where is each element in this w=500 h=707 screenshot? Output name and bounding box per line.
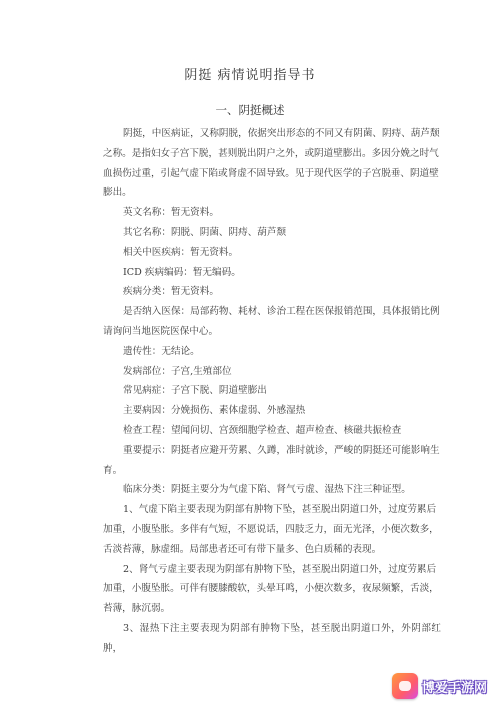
field-causes: 主要病因：分娩损伤、素体虚弱、外感湿热 <box>123 405 306 417</box>
intro-line: 之称。是指妇女子宫下脱，甚则脱出阴户之外，或阴道壁膨出。多因分娩之时气 <box>103 147 439 159</box>
document-body <box>103 124 441 659</box>
type1-line: 加重，小腹坠胀。多伴有气短，不愿说话，四肢乏力，面无光泽，小便次数多， <box>103 523 439 535</box>
field-site: 发病部位：子宫,生殖部位 <box>123 365 232 377</box>
field-examinations: 检查工程：望闻问切、宫颈细胞学检查、超声检查、核磁共振检查 <box>123 424 402 436</box>
notice-line: 重要提示：阴挺者应避开劳累、久蹲，准时就诊，严峻的阴挺还可能影响生 <box>123 444 440 456</box>
type3-line: 3、湿热下注主要表现为阴部有肿物下坠，甚至脱出阴道口外，外阴部红肿， <box>103 622 441 654</box>
type2-line: 苔薄，脉沉弱。 <box>103 603 171 615</box>
watermark-text: 博爱手游网 <box>422 680 488 696</box>
intro-line: 血损伤过重，引起气虚下陷或肾虚不固导致。见于现代医学的子宫脱垂、阴道壁 <box>103 167 439 179</box>
field-disease-category: 疾病分类：暂无资料。 <box>123 286 219 298</box>
intro-line: 膨出。 <box>103 187 132 199</box>
document-title: 阴挺 病情说明指导书 <box>184 68 316 83</box>
type2-line: 加重，小腹坠胀。可伴有腰膝酸软，头晕耳鸣，小便次数多，夜尿频繁，舌淡， <box>103 583 439 595</box>
intro-line: 阴挺，中医病证，又称阴脱，依据突出形态的不同又有阴菌、阴痔、葫芦颓 <box>123 128 440 139</box>
type1-line: 1、气虚下陷主要表现为阴部有肿物下坠，甚至脱出阴道口外，过度劳累后 <box>123 504 437 516</box>
insurance-line: 是否纳入医保：局部药物、耗材、诊治工程在医保报销范围，具体报销比例 <box>123 306 440 318</box>
notice-line: 育。 <box>103 464 123 476</box>
site-watermark <box>392 671 492 701</box>
type1-line: 舌淡苔薄，脉虚细。局部患者还可有带下量多、色白质稀的表现。 <box>103 543 382 555</box>
field-other-names: 其它名称：阴脱、阴菌、阴痔、葫芦颓 <box>123 226 287 238</box>
classification-line: 临床分类：阴挺主要分为气虚下陷、肾气亏虚、湿热下注三种证型。 <box>123 484 411 496</box>
section-heading: 一、阴挺概述 <box>215 103 285 117</box>
game-controller-icon <box>392 673 418 699</box>
field-heredity: 遗传性：无结论。 <box>123 345 200 357</box>
insurance-line: 请询问当地医院医保中心。 <box>103 325 219 337</box>
field-symptoms: 常见病症：子宫下脱、阴道壁膨出 <box>123 385 267 397</box>
field-icd-code: ICD 疾病编码：暂无编码。 <box>123 266 241 278</box>
field-related-disease: 相关中医疾病：暂无资料。 <box>123 246 239 258</box>
field-english-name: 英文名称：暂无资料。 <box>123 207 219 219</box>
type2-line: 2、肾气亏虚主要表现为阴部有肿物下坠，甚至脱出阴道口外，过度劳累后 <box>123 563 437 575</box>
